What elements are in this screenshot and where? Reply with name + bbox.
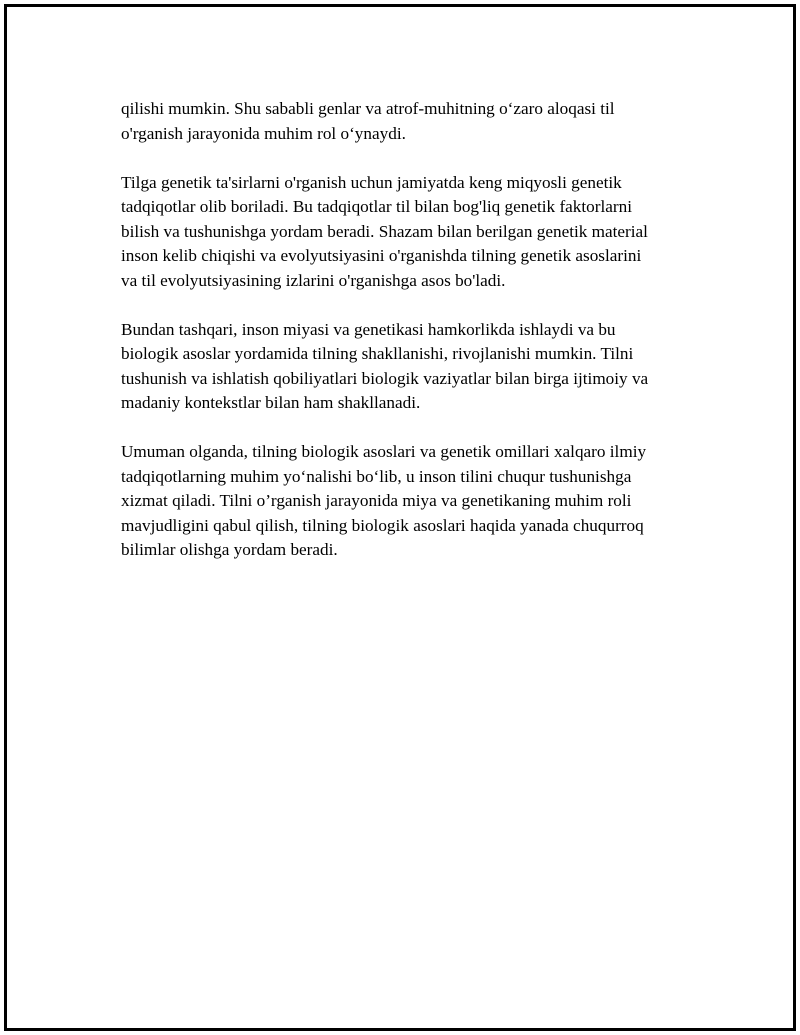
text-line: bilish va tushunishga yordam beradi. Shazam bilan berilgan genetik material bbox=[121, 221, 648, 241]
paragraph-4 bbox=[121, 440, 711, 563]
paragraph-1 bbox=[121, 97, 711, 146]
text-line: xizmat qiladi. Tilni o’rganish jarayonida miya va genetikaning muhim roli bbox=[121, 491, 632, 510]
document-body bbox=[121, 97, 711, 587]
text-line: inson kelib chiqishi va evolyutsiyasini o'rganishda tilning genetik asoslarini bbox=[121, 246, 642, 265]
text-line: mavjudligini qabul qilish, tilning biologik asoslari haqida yanada chuqurroq bbox=[121, 515, 644, 535]
text-line: qilishi mumkin. Shu sababli genlar va atrof-muhitning o‘zaro aloqasi til bbox=[121, 99, 615, 118]
text-line: bilimlar olishga yordam beradi. bbox=[121, 540, 338, 559]
paragraph-2 bbox=[121, 171, 711, 294]
text-line: tadqiqotlarning muhim yo‘nalishi bo‘lib, u inson tilini chuqur tushunishga bbox=[121, 466, 632, 486]
paragraph-3 bbox=[121, 318, 711, 416]
text-line: madaniy kontekstlar bilan ham shakllanadi. bbox=[121, 393, 421, 412]
text-line: va til evolyutsiyasining izlarini o'rganishga asos bo'ladi. bbox=[121, 270, 506, 290]
text-line: biologik asoslar yordamida tilning shakllanishi, rivojlanishi mumkin. Tilni bbox=[121, 344, 634, 363]
text-line: tushunish va ishlatish qobiliyatlari biologik vaziyatlar bilan birga ijtimoiy va bbox=[121, 368, 649, 388]
text-line: Umuman olganda, tilning biologik asoslari va genetik omillari xalqaro ilmiy bbox=[121, 442, 647, 461]
text-line: o'rganish jarayonida muhim rol o‘ynaydi. bbox=[121, 123, 406, 143]
text-line: tadqiqotlar olib boriladi. Bu tadqiqotlar til bilan bog'liq genetik faktorlarni bbox=[121, 197, 632, 216]
text-line: Tilga genetik ta'sirlarni o'rganish uchun jamiyatda keng miqyosli genetik bbox=[121, 172, 622, 192]
text-line: Bundan tashqari, inson miyasi va genetikasi hamkorlikda ishlaydi va bu bbox=[121, 319, 616, 339]
page-border bbox=[4, 4, 796, 1031]
